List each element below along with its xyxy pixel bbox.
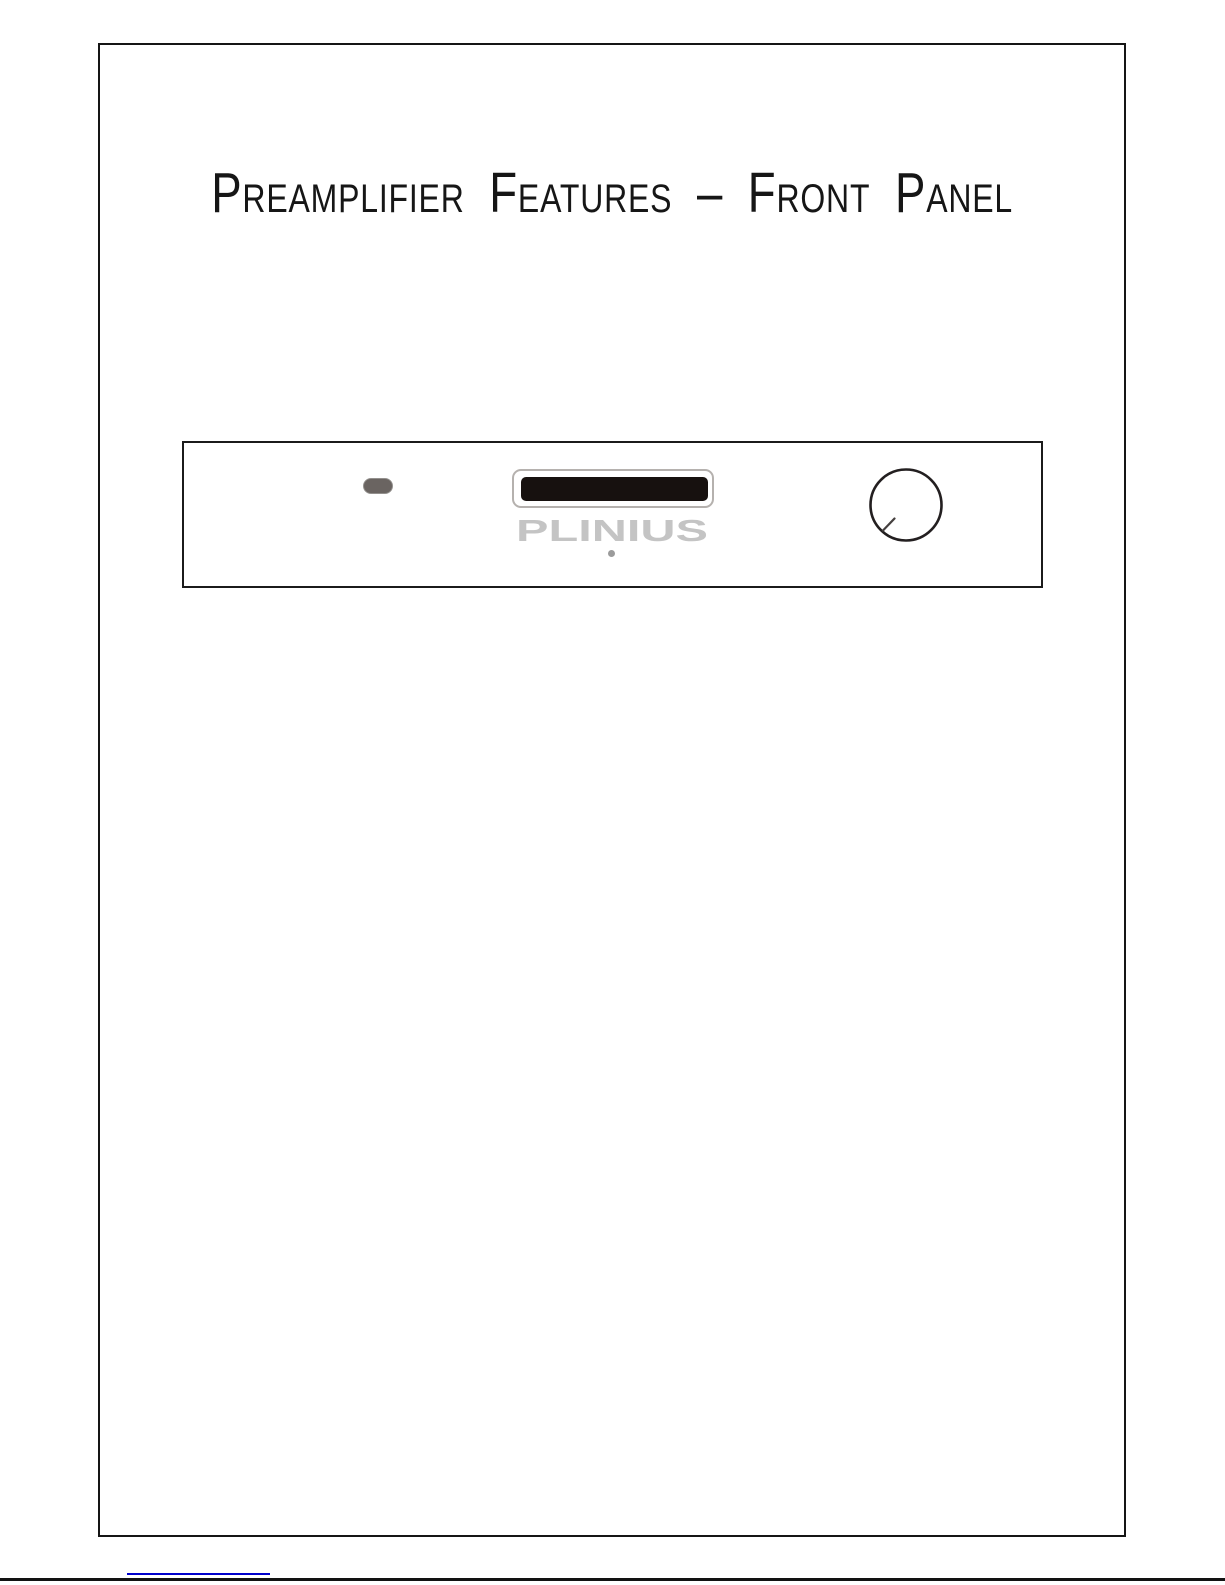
ir-remote-sensor-icon bbox=[363, 478, 393, 494]
front-panel-illustration bbox=[182, 441, 1043, 588]
page-border bbox=[98, 43, 1126, 1537]
footer-link-underline[interactable] bbox=[127, 1573, 270, 1575]
volume-knob-icon bbox=[866, 465, 946, 545]
brand-logo-text: PLINIUS bbox=[516, 518, 708, 545]
page-title-text: Preamplifier Features – Front Panel bbox=[211, 161, 1014, 225]
page-bottom-edge bbox=[0, 1578, 1225, 1581]
knob-body bbox=[871, 470, 942, 541]
display-screen bbox=[521, 477, 708, 501]
status-led-icon bbox=[608, 550, 615, 557]
brand-logo-svg bbox=[515, 518, 709, 545]
brand-logo bbox=[515, 518, 709, 545]
page-title bbox=[0, 161, 1225, 225]
